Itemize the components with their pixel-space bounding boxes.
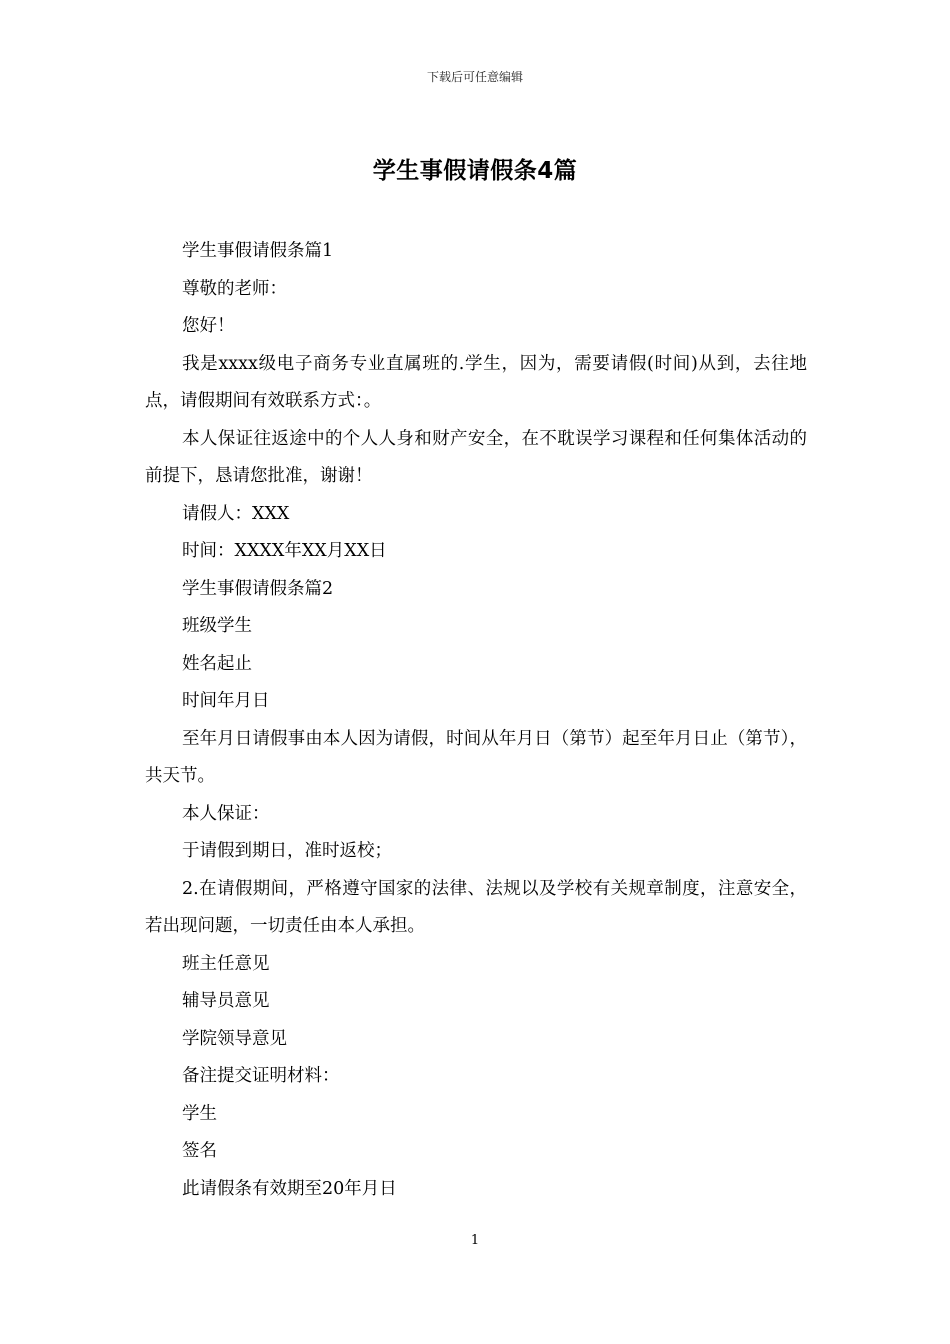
body-paragraph: 2.在请假期间，严格遵守国家的法律、法规以及学校有关规章制度，注意安全，若出现问题，一切责任由本人承担。 xyxy=(145,878,807,936)
form-line: 学生 xyxy=(182,1103,217,1124)
form-line: 备注提交证明材料： xyxy=(182,1066,340,1086)
body-paragraph: 至年月日请假事由本人因为请假，时间从年月日（第节）起至年月日止（第节），共天节。 xyxy=(145,728,807,786)
greeting: 您好！ xyxy=(182,316,235,336)
body-paragraph: 本人保证往返途中的个人人身和财产安全，在不耽误学习课程和任何集体活动的前提下，恳请您批准，谢谢！ xyxy=(145,428,807,486)
form-line: 辅导员意见 xyxy=(182,991,270,1011)
form-line: 班级学生 xyxy=(182,616,252,636)
form-line: 签名 xyxy=(182,1141,217,1161)
document-body xyxy=(145,233,807,1208)
section-heading-1: 学生事假请假条篇1 xyxy=(182,241,334,261)
date-line: 时间：XXXX年XX月XX日 xyxy=(182,541,387,561)
form-line: 学院领导意见 xyxy=(182,1028,287,1049)
applicant-line: 请假人：XXX xyxy=(182,503,290,524)
section-heading-2: 学生事假请假条篇2 xyxy=(182,578,334,599)
document-title: 学生事假请假条4篇 xyxy=(372,158,578,184)
body-paragraph: 我是xxxx级电子商务专业直属班的.学生，因为，需要请假(时间)从到，去往地点，请假期间有效联系方式：。 xyxy=(145,353,807,411)
form-line: 时间年月日 xyxy=(182,691,270,711)
form-line: 于请假到期日，准时返校； xyxy=(182,841,392,861)
salutation: 尊敬的老师： xyxy=(182,278,287,299)
page-header: 下载后可任意编辑 xyxy=(426,70,523,84)
page-number: 1 xyxy=(470,1233,480,1248)
form-line: 本人保证： xyxy=(182,803,270,824)
form-line: 班主任意见 xyxy=(182,953,270,974)
form-line: 姓名起止 xyxy=(182,653,252,674)
form-line: 此请假条有效期至20年月日 xyxy=(182,1178,397,1199)
